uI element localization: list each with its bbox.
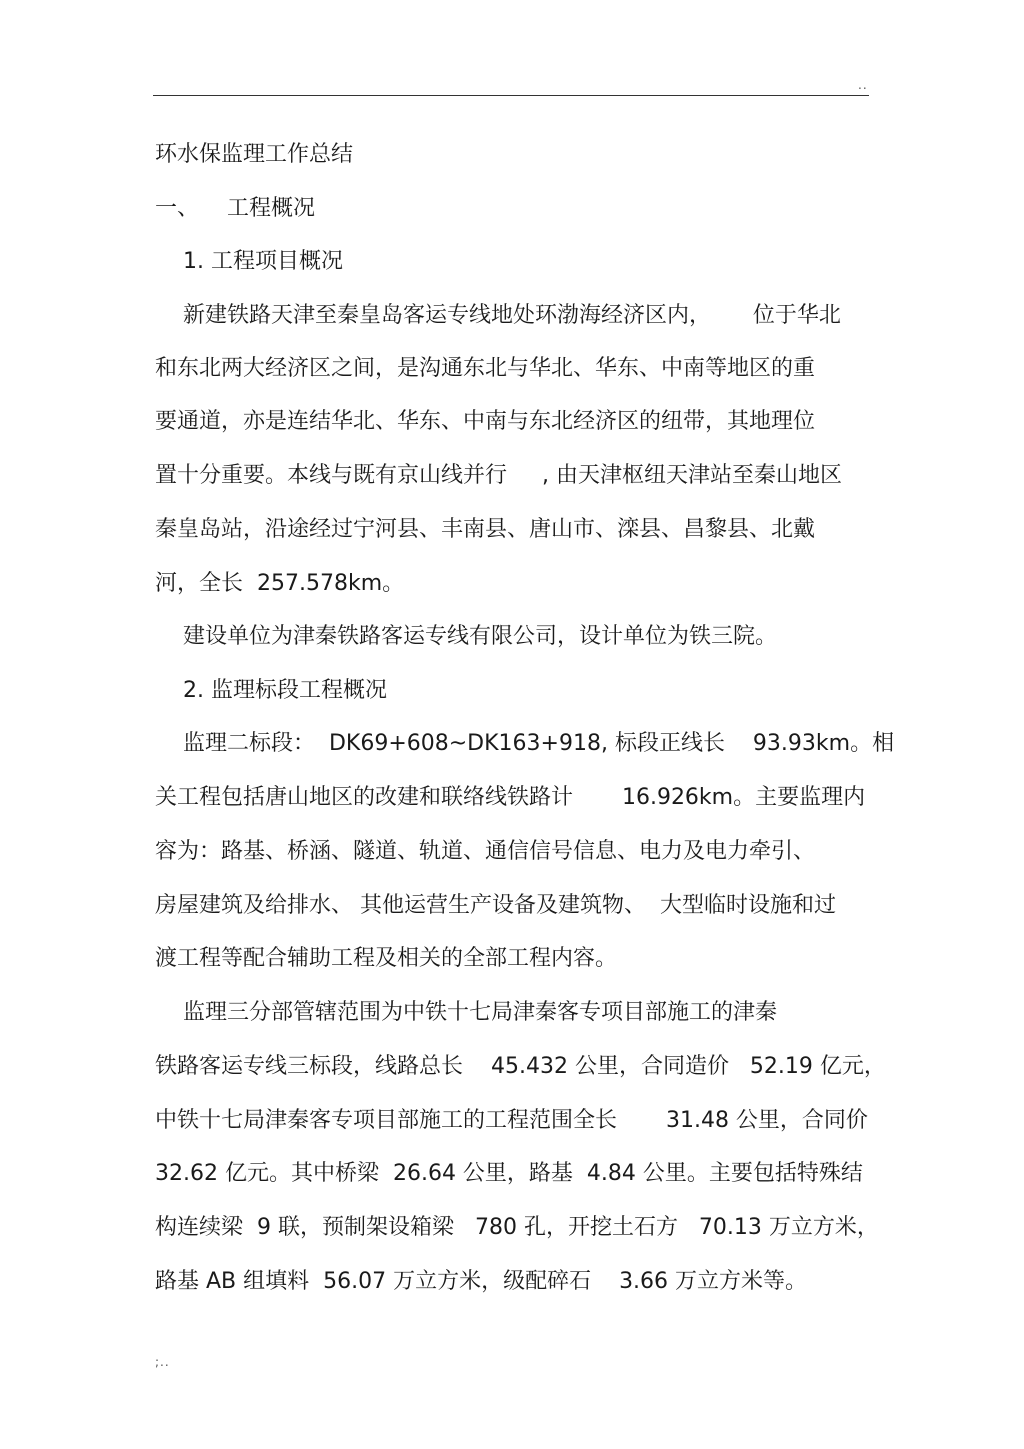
paragraph-line: 和东北两大经济区之间，是沟通东北与华北、华东、中南等地区的重 — [155, 356, 816, 381]
paragraph-line: 要通道，亦是连结华北、华东、中南与东北经济区的纽带，其地理位 — [155, 409, 816, 434]
paragraph-line: 渡工程等配合辅助工程及相关的全部工程内容。 — [155, 946, 618, 971]
paragraph-line: 关工程包括唐山地区的改建和联络线铁路计 16.926km。主要监理内 — [155, 785, 866, 810]
footer-mark: ;.. — [155, 1355, 170, 1369]
paragraph-line: 秦皇岛站，沿途经过宁河县、丰南县、唐山市、滦县、昌黎县、北戴 — [155, 517, 816, 542]
paragraph-line: 监理三分部管辖范围为中铁十七局津秦客专项目部施工的津秦 — [155, 1000, 777, 1025]
document-title: 环水保监理工作总结 — [155, 142, 354, 167]
subsection-heading-2: 2. 监理标段工程概况 — [155, 678, 387, 703]
paragraph-line: 容为：路基、桥涵、隧道、轨道、通信信号信息、电力及电力牵引、 — [155, 839, 816, 864]
paragraph-line: 新建铁路天津至秦皇岛客运专线地处环渤海经济区内， 位于华北 — [155, 303, 841, 328]
header-mark: .. — [858, 78, 868, 92]
header-rule — [153, 95, 869, 96]
paragraph-line: 监理二标段： DK69+608~DK163+918, 标段正线长 93.93km。相 — [155, 731, 895, 756]
paragraph-line: 路基 AB 组填料 56.07 万立方米，级配碎石 3.66 万立方米等。 — [155, 1269, 808, 1294]
paragraph-line: 建设单位为津秦铁路客运专线有限公司，设计单位为铁三院。 — [155, 624, 777, 649]
paragraph-line: 房屋建筑及给排水、 其他运营生产设备及建筑物、 大型临时设施和过 — [155, 893, 836, 918]
subsection-heading-1: 1. 工程项目概况 — [155, 249, 343, 274]
paragraph-line: 河，全长 257.578km。 — [155, 571, 405, 596]
section-heading-1: 一、 工程概况 — [155, 196, 315, 221]
paragraph-line: 构连续梁 9 联，预制架设箱梁 780 孔，开挖土石方 70.13 万立方米， — [155, 1215, 879, 1240]
paragraph-line: 铁路客运专线三标段，线路总长 45.432 公里，合同造价 52.19 亿元， — [155, 1054, 886, 1079]
paragraph-line: 中铁十七局津秦客专项目部施工的工程范围全长 31.48 公里，合同价 — [155, 1108, 868, 1133]
paragraph-line: 置十分重要。本线与既有京山线并行 , 由天津枢纽天津站至秦山地区 — [155, 463, 842, 488]
paragraph-line: 32.62 亿元。其中桥梁 26.64 公里，路基 4.84 公里。主要包括特殊结 — [155, 1161, 863, 1186]
